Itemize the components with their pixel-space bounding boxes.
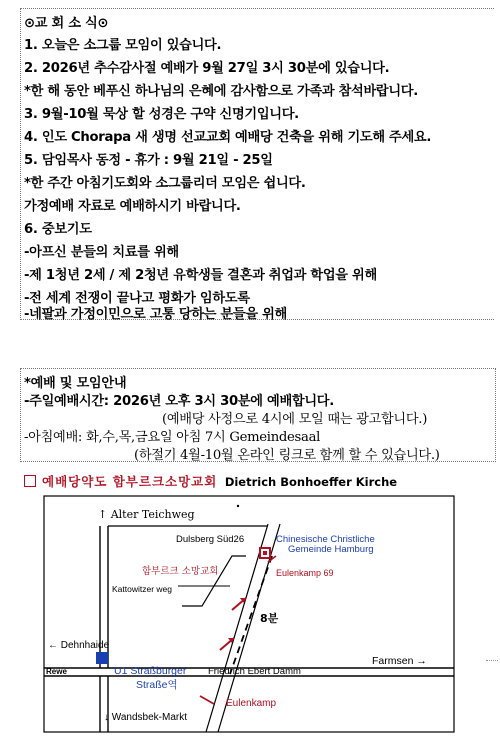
- label-ebert-damm: Friedrich Ebert Damm: [208, 666, 301, 677]
- label-dulsberg: Dulsberg Süd26: [176, 534, 245, 545]
- notice-line: -아프신 분들의 치료를 위해: [24, 245, 179, 260]
- label-kattowitzer: Kattowitzer weg: [112, 584, 172, 594]
- divider: [486, 660, 498, 661]
- label-u1-station: U1 Straßburger: [114, 665, 187, 677]
- subway-station-icon: [96, 652, 108, 664]
- map-frame: [44, 496, 454, 732]
- map-title-kr: 예배당약도 함부르크소망교회: [42, 474, 218, 489]
- notice-line: 3. 9월-10월 묵상 할 성경은 구약 신명기입니다.: [24, 107, 299, 122]
- notice-line: 가정예배 자료로 예배하시기 바랍니다.: [24, 199, 241, 214]
- notice-title: ⊙교 회 소 식⊙: [24, 16, 109, 31]
- notice-line: -전 세계 전쟁이 끝나고 평화가 임하도록: [24, 291, 250, 306]
- label-u1-station-2: Straße역: [136, 679, 178, 691]
- label-alter-teichweg: ↑ Alter Teichweg: [98, 508, 195, 521]
- worship-title: *예배 및 모임안내: [24, 376, 127, 391]
- notice-line: 4. 인도 Chorapa 새 생명 선교교회 예배당 건축을 위해 기도해 주세요.: [24, 130, 432, 145]
- map-title: [24, 472, 397, 490]
- label-church-de-1: Chinesische Christliche: [276, 534, 375, 545]
- worship-summer-note: (하절기 4월-10월 온라인 링크로 함께 할 수 있습니다.): [134, 448, 440, 463]
- label-eulenkamp: Eulenkamp: [226, 698, 277, 709]
- road-kattowitzer: [182, 556, 246, 606]
- label-church-de-2: Gemeinde Hamburg: [288, 544, 374, 555]
- direction-arrow: [200, 696, 214, 704]
- label-dehnhaide: ← Dehnhaide: [48, 640, 110, 651]
- label-eulenkamp-69: Eulenkamp 69: [276, 568, 334, 578]
- label-wandsbek: ↓ Wandsbek-Markt: [104, 712, 187, 723]
- notice-line: *한 주간 아침기도회와 소그룹리더 모임은 쉽니다.: [24, 176, 306, 191]
- worship-morning: -아침예배: 화,수,목,금요일 아침 7시 Gemeindesaal: [24, 430, 321, 445]
- notice-line: -제 1청년 2세 / 제 2청년 유학생들 결혼과 취업과 학업을 위해: [24, 268, 377, 283]
- notice-line: 5. 담임목사 동정 - 휴가 : 9월 21일 - 25일: [24, 153, 273, 168]
- worship-sunday: -주일예배시간: 2026년 오후 3시 30분에 예배합니다.: [24, 394, 334, 409]
- notice-line: 6. 중보기도: [24, 222, 92, 237]
- location-map: [40, 494, 490, 734]
- label-minutes: 8분: [260, 612, 279, 625]
- notice-line: -네팔과 가정이민으로 고통 당하는 분들을 위해: [24, 307, 287, 322]
- notice-line: 2. 2026년 추수감사절 예배가 9월 27일 3시 30분에 있습니다.: [24, 61, 390, 76]
- label-farmsen: Farmsen →: [372, 655, 427, 667]
- map-title-de: Dietrich Bonhoeffer Kirche: [224, 475, 398, 489]
- label-church-kr: 함부르크 소망교회: [142, 566, 219, 577]
- worship-note: (예배당 사정으로 4시에 모일 때는 광고합니다.): [162, 412, 428, 427]
- notice-line: 1. 오늘은 소그룹 모임이 있습니다.: [24, 38, 222, 53]
- square-icon: [24, 475, 36, 487]
- notice-line: *한 해 동안 베푸신 하나님의 은혜에 감사함으로 가족과 참석바랍니다.: [24, 84, 418, 99]
- label-rewe: Rewe: [46, 667, 67, 676]
- church-marker-dot: [263, 551, 267, 555]
